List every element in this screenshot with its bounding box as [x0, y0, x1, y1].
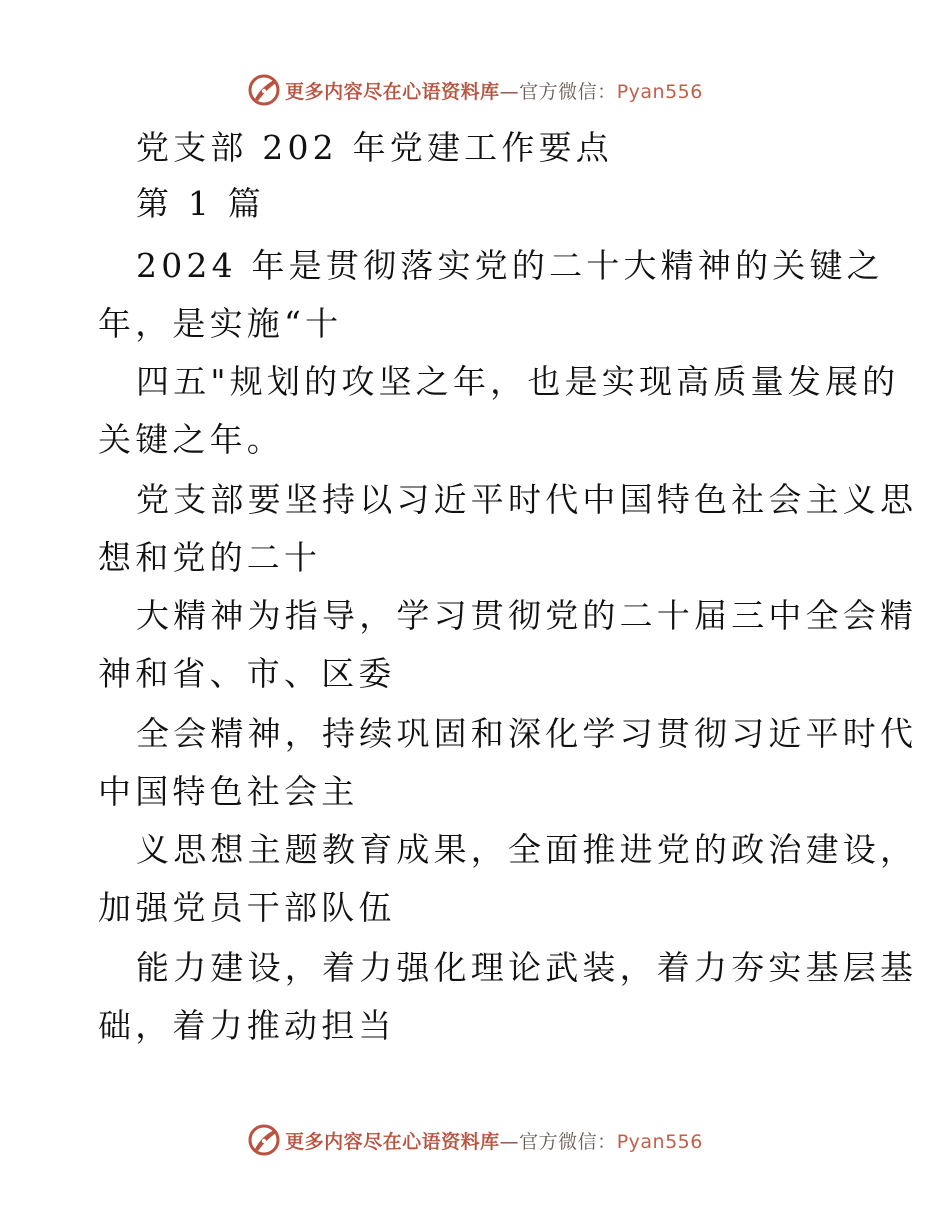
paragraph-line: 全会精神，持续巩固和深化学习贯彻习近平时代: [136, 714, 918, 753]
banner-dash: —: [499, 1130, 520, 1153]
header-watermark-banner: [0, 70, 950, 110]
banner-wechat-id: Pyan556: [616, 1130, 703, 1153]
banner-main-text: 更多内容尽在心语资料库: [285, 80, 500, 103]
paragraph-line: 中国特色社会主: [98, 772, 359, 811]
paragraph-line: 四五"规划的攻坚之年，也是实现高质量发展的: [136, 362, 900, 401]
document-title: 党支部 202 年党建工作要点: [136, 128, 613, 167]
banner-wechat-id: Pyan556: [616, 80, 703, 103]
paragraph-line: 想和党的二十: [98, 538, 322, 577]
paragraph-line: 础，着力推动担当: [98, 1006, 396, 1045]
paragraph-line: 义思想主题教育成果，全面推进党的政治建设，: [136, 830, 918, 869]
banner-dash: —: [499, 80, 520, 103]
banner-main-text: 更多内容尽在心语资料库: [285, 1130, 500, 1153]
banner-wechat-label: 官方微信：: [519, 80, 617, 103]
pen-nib-logo-icon: [247, 1123, 281, 1157]
paragraph-line: 年，是实施“十: [98, 304, 343, 343]
paragraph-line: 能力建设，着力强化理论武装，着力夯实基层基: [136, 948, 918, 987]
paragraph-line: 神和省、市、区委: [98, 654, 396, 693]
paragraph-line: 大精神为指导，学习贯彻党的二十届三中全会精: [136, 596, 918, 635]
footer-watermark-banner: [0, 1120, 950, 1160]
paragraph-line: 党支部要坚持以习近平时代中国特色社会主义思: [136, 480, 918, 519]
banner-wechat-label: 官方微信：: [519, 1130, 617, 1153]
paragraph-line: 关键之年。: [98, 420, 284, 459]
paragraph-line: 2024 年是贯彻落实党的二十大精神的关键之: [136, 246, 884, 285]
paragraph-line: 加强党员干部队伍: [98, 888, 396, 927]
pen-nib-logo-icon: [247, 73, 281, 107]
section-heading: 第 1 篇: [136, 184, 265, 223]
